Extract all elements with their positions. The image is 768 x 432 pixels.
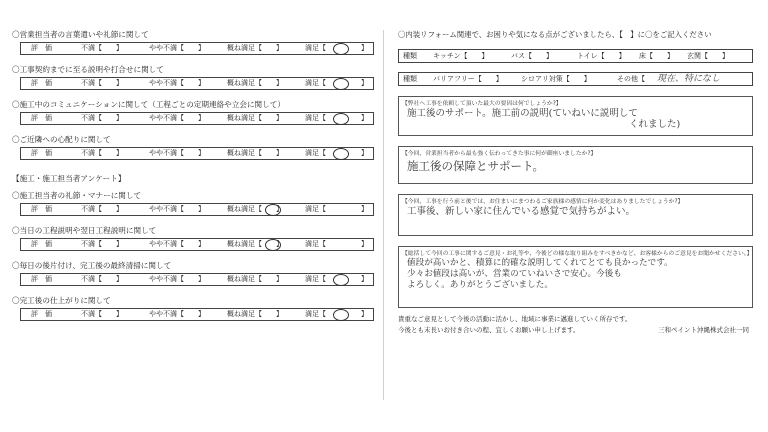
rating-option-rating: 評 価 — [31, 44, 52, 52]
bath-option[interactable]: バス【 】 — [511, 52, 553, 60]
kitchen-option[interactable]: キッチン【 】 — [433, 52, 489, 60]
interior-category-row-2 — [398, 72, 753, 86]
type-label: 種類 — [403, 75, 417, 83]
rating-option-poor[interactable]: 不満【 】 — [81, 310, 123, 318]
construction-rating-row-4 — [20, 308, 374, 321]
circled-answer-mark — [265, 239, 281, 251]
other-answer: 現在、特になし — [657, 74, 721, 84]
interior-intro: 〇内装リフォーム関連で、お困りや気になる点がございましたら、【 】に〇をご記入ください — [398, 30, 712, 39]
rating-option-rating: 評 価 — [31, 149, 52, 157]
rating-option-somewhat_poor[interactable]: やや不満【 】 — [149, 240, 205, 248]
rating-option-rating: 評 価 — [31, 275, 52, 283]
change-answer: 工事後、新しい家に住んでいる感覚で気持ちがよい。 — [407, 206, 636, 217]
comment-question: 【総括して今回の工事に関するご意見・お礼等や、今後どの様な取り組みをすべきかなど、お客様からのご意見をお聞かせください。】 — [402, 251, 753, 257]
rating-option-somewhat_poor[interactable]: やや不満【 】 — [149, 149, 205, 157]
construction-section-title: 【施工・施工担当者アンケート】 — [12, 174, 126, 183]
rating-option-fair[interactable]: 概ね満足【 】 — [227, 149, 283, 157]
circled-answer-mark — [333, 43, 349, 55]
rating-option-rating: 評 価 — [31, 240, 52, 248]
sales-question-4: 〇ご近隣への心配りに関して — [12, 135, 111, 144]
bracket-close: 】 — [361, 79, 368, 87]
rating-option-fair[interactable]: 概ね満足【 】 — [227, 310, 283, 318]
construction-question-1: 〇施工担当者の礼節・マナーに関して — [12, 191, 142, 200]
sales-question-1: 〇営業担当者の言葉遣いや礼節に関して — [12, 30, 149, 39]
circled-answer-mark — [333, 148, 349, 160]
rating-option-somewhat_poor[interactable]: やや不満【 】 — [149, 44, 205, 52]
rating-option-fair[interactable]: 概ね満足【 】 — [227, 240, 283, 248]
rating-option-fair[interactable]: 概ね満足【 】 — [227, 44, 283, 52]
rating-option-poor[interactable]: 不満【 】 — [81, 44, 123, 52]
rating-option-somewhat_poor[interactable]: やや不満【 】 — [149, 310, 205, 318]
change-question: 【今回、工事を行う前と後では、お住まいにまつわるご家族様の感情に何か変化はありましたでしょうか?】 — [402, 199, 684, 205]
impression-question: 【今回、営業担当者から最も強く伝わってきた事に何が御座いましたか?】 — [402, 151, 597, 157]
rating-option-rating: 評 価 — [31, 205, 52, 213]
comment-answer: 値段が高いかと、積算に的確な説明してくれてとても良かったです。 — [407, 258, 673, 268]
bracket-close: 】 — [361, 310, 368, 318]
rating-option-poor[interactable]: 不満【 】 — [81, 205, 123, 213]
rating-option-somewhat_poor[interactable]: やや不満【 】 — [149, 79, 205, 87]
rating-option-somewhat_poor[interactable]: やや不満【 】 — [149, 114, 205, 122]
rating-option-rating: 評 価 — [31, 79, 52, 87]
rating-option-poor[interactable]: 不満【 】 — [81, 114, 123, 122]
other-option[interactable]: その他【 — [617, 75, 645, 83]
circled-answer-mark — [333, 274, 349, 286]
circled-answer-mark — [333, 309, 349, 321]
rating-option-fair[interactable]: 概ね満足【 】 — [227, 275, 283, 283]
bracket-close: 】 — [361, 44, 368, 52]
barrier-free-option[interactable]: バリアフリー【 】 — [433, 75, 503, 83]
impression-box — [398, 146, 753, 184]
rating-option-satisfied[interactable]: 満足【 — [305, 240, 326, 248]
type-label: 種類 — [403, 52, 417, 60]
construction-question-2: 〇当日の工程説明や翌日工程説明に関して — [12, 226, 157, 235]
rating-option-poor[interactable]: 不満【 】 — [81, 275, 123, 283]
circled-answer-mark — [265, 204, 281, 216]
construction-rating-row-3 — [20, 273, 374, 286]
comment-answer-cont: 少々お値段は高いが、営業のていねいさで安心。今後も — [407, 269, 622, 279]
rating-option-somewhat_poor[interactable]: やや不満【 】 — [149, 275, 205, 283]
sales-rating-row-2 — [20, 77, 374, 90]
change-box — [398, 194, 753, 236]
closing-line-2: 今後とも末長いお付き合いの程、宜しくお願い申し上げます。 — [398, 326, 580, 334]
construction-question-3: 〇毎日の後片付け、完工後の最終清掃に関して — [12, 261, 172, 270]
left-column — [12, 30, 374, 331]
comment-answer-end: よろしく。ありがとうございました。 — [407, 280, 553, 290]
rating-option-fair[interactable]: 概ね満足【 】 — [227, 205, 283, 213]
construction-question-4: 〇完工後の仕上がりに関して — [12, 296, 111, 305]
bracket-close: 】 — [361, 275, 368, 283]
right-column — [398, 30, 753, 336]
construction-rating-row-2 — [20, 238, 374, 251]
rating-option-satisfied[interactable]: 満足【 — [305, 205, 326, 213]
company-signature: 三和ペイント沖縄株式会社一同 — [658, 326, 749, 334]
impression-answer: 施工後の保障とサポート。 — [407, 159, 544, 173]
rating-option-poor[interactable]: 不満【 】 — [81, 79, 123, 87]
rating-option-satisfied[interactable]: 満足【 — [305, 44, 326, 52]
sales-rating-row-4 — [20, 147, 374, 160]
circled-answer-mark — [333, 78, 349, 90]
rating-option-fair[interactable]: 概ね満足【 】 — [227, 79, 283, 87]
rating-option-satisfied[interactable]: 満足【 — [305, 310, 326, 318]
bracket-close: 】 — [361, 240, 368, 248]
floor-option[interactable]: 床【 】 — [639, 52, 674, 60]
rating-option-rating: 評 価 — [31, 114, 52, 122]
sales-rating-row-1 — [20, 42, 374, 55]
reason-answer: 施工後のサポート。施工前の説明(ていねいに説明して — [407, 108, 638, 119]
rating-option-rating: 評 価 — [31, 310, 52, 318]
bracket-close: 】 — [361, 149, 368, 157]
rating-option-fair[interactable]: 概ね満足【 】 — [227, 114, 283, 122]
sales-question-3: 〇施工中のコミュニケーションに関して（工程ごとの定期連絡や立会に関して） — [12, 100, 285, 109]
rating-option-poor[interactable]: 不満【 】 — [81, 149, 123, 157]
comment-box — [398, 246, 753, 308]
bracket-close: 】 — [361, 114, 368, 122]
sales-rating-row-3 — [20, 112, 374, 125]
circled-answer-mark — [333, 113, 349, 125]
toilet-option[interactable]: トイレ【 】 — [577, 52, 626, 60]
interior-category-row-1 — [398, 49, 753, 63]
closing-message — [398, 314, 753, 336]
reason-box — [398, 96, 753, 136]
reason-question: 【弊社へ工事を依頼して頂いた最大の要因は何でしょうか?】 — [402, 101, 562, 107]
rating-option-satisfied[interactable]: 満足【 — [305, 149, 326, 157]
reason-answer-cont: くれました) — [629, 119, 681, 130]
entrance-option[interactable]: 玄関【 】 — [687, 52, 729, 60]
rating-option-somewhat_poor[interactable]: やや不満【 】 — [149, 205, 205, 213]
termite-option[interactable]: シロアリ対策【 】 — [521, 75, 591, 83]
page-fold-divider — [383, 30, 384, 400]
rating-option-poor[interactable]: 不満【 】 — [81, 240, 123, 248]
closing-line-1: 貴重なご意見として今後の活動に活かし、地域に事業に邁進していく所存です。 — [398, 315, 632, 323]
rating-option-satisfied[interactable]: 満足【 — [305, 79, 326, 87]
rating-option-satisfied[interactable]: 満足【 — [305, 114, 326, 122]
sales-question-2: 〇工事契約までに至る説明や打合せに関して — [12, 65, 164, 74]
bracket-close: 】 — [361, 205, 368, 213]
rating-option-satisfied[interactable]: 満足【 — [305, 275, 326, 283]
construction-rating-row-1 — [20, 203, 374, 216]
